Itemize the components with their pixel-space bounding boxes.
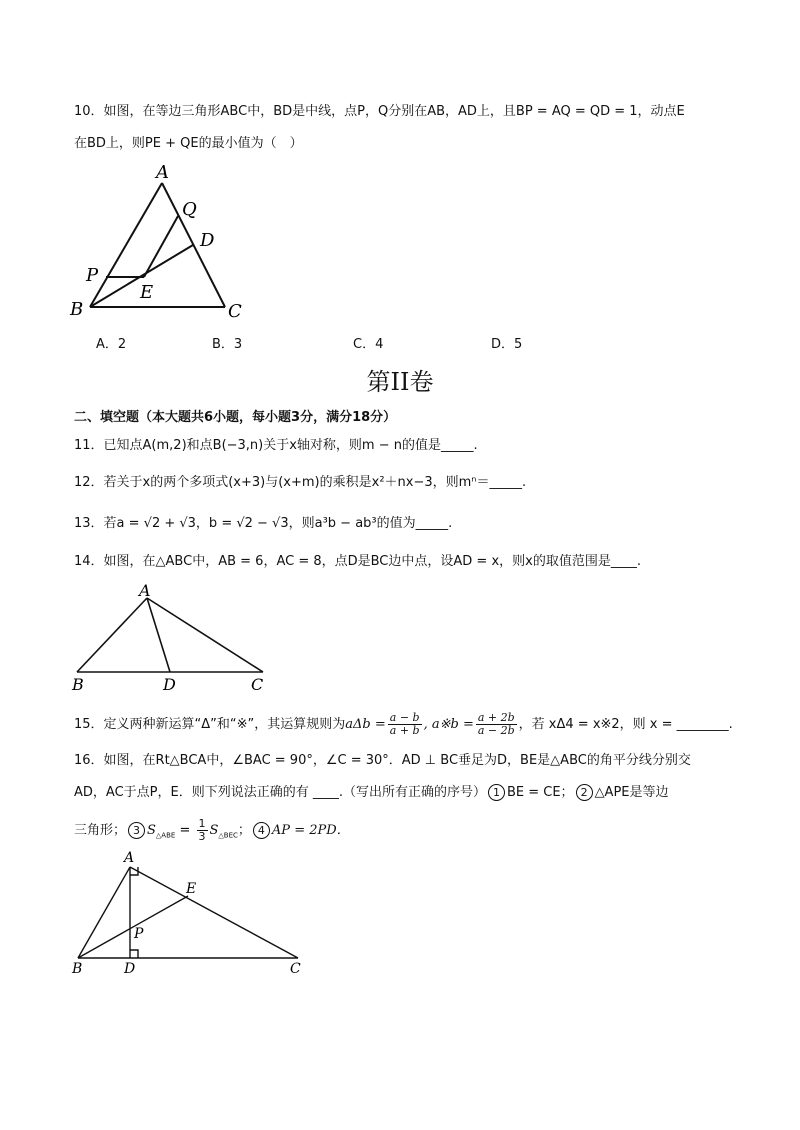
q16-s3-sub2: △BEC bbox=[218, 831, 238, 840]
q16-label-B: B bbox=[72, 961, 83, 977]
q14-label-A: A bbox=[139, 582, 151, 600]
q10-line2: 在BD上，则PE + QE的最小值为（ ） bbox=[74, 136, 303, 151]
q15-lead: 15．定义两种新运算“Δ”和“※”，其运算规则为 bbox=[74, 717, 346, 732]
q10-line1: 10．如图，在等边三角形ABC中，BD是中线，点P，Q分别在AB，AD上，且BP = AQ = QD = 1，动点E bbox=[74, 104, 685, 119]
q16-circle-3: 3 bbox=[128, 822, 145, 839]
q16-label-C: C bbox=[290, 961, 301, 977]
q14-label-D: D bbox=[163, 675, 176, 694]
q10-option-d: D．5 bbox=[491, 337, 523, 352]
q10-option-c: C．4 bbox=[353, 337, 384, 352]
q16-line2 bbox=[74, 784, 669, 802]
q14-figure bbox=[66, 582, 276, 694]
q15-fraction-1 bbox=[388, 712, 422, 737]
q15-tail: ，若 xΔ4 = x※2，则 x = ________. bbox=[518, 717, 733, 732]
section-header: 二、填空题（本大题共6小题，每小题3分，满分18分） bbox=[74, 410, 397, 425]
q16-label-D: D bbox=[124, 961, 136, 977]
q15-text bbox=[74, 712, 733, 737]
q16-s3-denominator: 3 bbox=[198, 830, 206, 843]
q15-fraction-2 bbox=[476, 712, 517, 737]
q10-label-B: B bbox=[70, 299, 84, 320]
q15-op1: aΔb = bbox=[345, 717, 386, 732]
q16-statement-4: AP = 2PD． bbox=[271, 823, 350, 838]
q16-label-A: A bbox=[124, 850, 135, 866]
q16-line2-lead: AD，AC于点P，E．则下列说法正确的有 ____.（写出所有正确的序号） bbox=[74, 785, 486, 800]
q10-label-Q: Q bbox=[182, 199, 197, 220]
q10-label-E: E bbox=[140, 282, 154, 303]
q15-f1-numerator: a − b bbox=[389, 711, 420, 724]
q14-label-B: B bbox=[72, 675, 84, 694]
q10-label-P: P bbox=[86, 265, 99, 286]
q10-label-A: A bbox=[156, 162, 169, 183]
q16-s3-end: ； bbox=[237, 823, 251, 838]
q16-circle-2: 2 bbox=[576, 784, 593, 801]
q16-s3-numerator: 1 bbox=[198, 817, 206, 830]
q16-statement-2: △APE是等边 bbox=[594, 785, 669, 800]
q16-line1: 16．如图，在Rt△BCA中，∠BAC = 90°，∠C = 30°．AD ⊥ BC垂足为D，BE是△ABC的角平分线分别交 bbox=[74, 753, 691, 768]
q16-figure bbox=[66, 845, 316, 980]
q15-f1-denominator: a + b bbox=[389, 724, 420, 737]
q10-label-D: D bbox=[200, 230, 215, 251]
q16-circle-4: 4 bbox=[253, 822, 270, 839]
q13-text: 13．若a = √2 + √3，b = √2 − √3，则a³b − ab³的值为_____. bbox=[74, 516, 453, 531]
q11-text: 11．已知点A(m,2)和点B(−3,n)关于x轴对称，则m − n的值是_____. bbox=[74, 438, 478, 453]
q15-f2-numerator: a + 2b bbox=[477, 711, 515, 724]
q15-f2-denominator: a − 2b bbox=[477, 724, 515, 737]
q10-label-C: C bbox=[228, 301, 242, 322]
q16-s3-area2: S bbox=[209, 823, 219, 838]
q15-op2: , a※b = bbox=[423, 717, 474, 732]
q16-line3-lead: 三角形； bbox=[74, 823, 127, 838]
q16-line3 bbox=[74, 818, 350, 845]
q16-label-P: P bbox=[134, 926, 144, 942]
q16-statement-1: BE = CE； bbox=[506, 785, 574, 800]
q16-s3-sub1: △ABE bbox=[155, 831, 176, 840]
q10-option-a: A．2 bbox=[96, 337, 127, 352]
q16-label-E: E bbox=[186, 881, 197, 897]
q10-option-b: B．3 bbox=[212, 337, 243, 352]
q16-s3-fraction bbox=[197, 818, 208, 843]
q14-label-C: C bbox=[251, 675, 264, 694]
section-title: 第II卷 bbox=[366, 368, 434, 396]
q14-text: 14．如图，在△ABC中，AB = 6，AC = 8，点D是BC边中点，设AD = x，则x的取值范围是____. bbox=[74, 554, 641, 569]
q12-text: 12．若关于x的两个多项式(x+3)与(x+m)的乘积是x²＋nx−3，则mⁿ＝_____. bbox=[74, 475, 527, 490]
q16-s3-area1: S bbox=[147, 823, 156, 838]
q10-figure bbox=[60, 160, 280, 325]
q16-circle-1: 1 bbox=[488, 784, 505, 801]
q16-s3-eq: = bbox=[175, 823, 195, 838]
